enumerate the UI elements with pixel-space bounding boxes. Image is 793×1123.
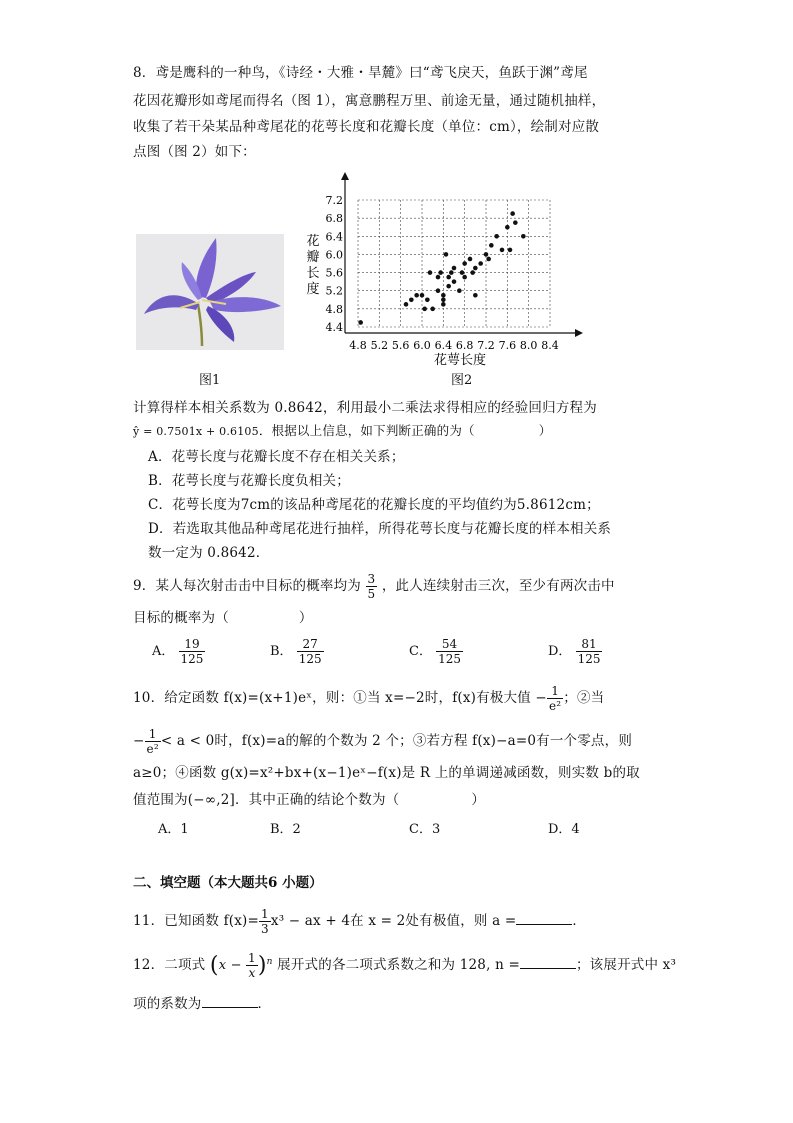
regression-equation: ŷ = 0.7501x + 0.6105 — [133, 425, 259, 438]
y-tick-label: 6.0 — [325, 248, 343, 262]
iris-flower-image — [136, 234, 284, 350]
q9-line-1 — [133, 572, 615, 601]
data-point — [414, 293, 419, 298]
data-point — [521, 234, 526, 239]
y-tick-label: 5.2 — [325, 284, 343, 298]
q11-fraction: $\frac{1}{3}$ — [261, 907, 269, 936]
section-heading: 二、填空题（本大题共6 小题） — [133, 875, 323, 891]
q10-line-4: 值范围为(−∞,2]．其中正确的结论个数为（ ） — [133, 792, 486, 808]
q8-question-end: ） — [538, 423, 552, 438]
q8-option-c: C．花萼长度为7cm的该品种鸢尾花的花瓣长度的平均值约为5.8612cm； — [148, 497, 600, 513]
q9-probability-fraction: $\frac{3}{5}$ — [367, 572, 376, 601]
data-point — [446, 275, 451, 280]
q8-line-2: 花因花瓣形如鸢尾而得名（图 1），寓意鹏程万里、前途无量，通过随机抽样， — [133, 93, 606, 109]
data-point — [420, 293, 425, 298]
x-axis-label: 花萼长度 — [433, 353, 487, 368]
data-points — [358, 211, 525, 324]
q10-option-b: B．2 — [270, 822, 301, 837]
data-point — [446, 284, 451, 289]
y-tick-label: 4.8 — [325, 302, 343, 316]
data-point — [486, 257, 491, 262]
y-tick-label: 6.4 — [325, 230, 343, 244]
q10-fraction-2: $\frac{1}{\text{e²}}$ — [146, 727, 159, 756]
data-point — [438, 270, 443, 275]
q10-line-2: − $\frac{1}{\text{e²}}$ < a < 0时，f(x)=a的解的个数为 2 个；③若方程 f(x)−a=0有一个零点，则 — [133, 727, 633, 756]
x-tick-label: 4.8 — [349, 339, 367, 352]
q9-text-continued: ，此人连续射击三次，至少有两次击中 — [381, 578, 615, 594]
data-point — [462, 275, 467, 280]
y-tick-label: 6.8 — [325, 212, 343, 226]
q8-line-3: 收集了若干朵某品种鸢尾花的花萼长度和花瓣长度（单位：cm），绘制对应散 — [133, 119, 600, 135]
q8-line-4: 点图（图 2）如下： — [133, 144, 256, 160]
data-point — [505, 225, 510, 230]
x-tick-label: 7.6 — [498, 339, 517, 352]
q12-line-2: 项的系数为 ． — [133, 993, 271, 1015]
data-point — [444, 252, 449, 257]
data-point — [508, 248, 513, 253]
data-point — [436, 288, 441, 293]
y-axis-label — [306, 234, 319, 297]
data-point — [468, 257, 473, 262]
data-point — [436, 275, 441, 280]
x-tick-label: 7.2 — [477, 339, 495, 352]
q8-option-a: A．花萼长度与花瓣长度不存在相关关系； — [148, 449, 405, 465]
data-point — [494, 234, 499, 239]
data-point — [404, 302, 409, 307]
y-tick-label: 5.6 — [325, 266, 343, 280]
x-tick-label: 8.4 — [541, 339, 559, 352]
q9-option-b: B． $\frac{27}{125}$ — [270, 637, 322, 666]
q12-answer-blank-coef — [202, 993, 258, 1008]
y-axis-label-char: 长 — [306, 266, 320, 281]
data-point — [473, 293, 478, 298]
data-point — [470, 270, 475, 275]
data-point — [441, 302, 446, 307]
data-point — [462, 261, 467, 266]
data-point — [452, 266, 457, 271]
x-tick-label: 5.6 — [391, 339, 410, 352]
y-axis-label-char: 瓣 — [306, 250, 320, 265]
x-tick-label: 5.2 — [370, 339, 389, 352]
q8-question: ．根据以上信息，如下判断正确的为（ — [258, 423, 475, 438]
data-point — [441, 297, 446, 302]
y-tick-labels — [326, 194, 344, 334]
y-tick-label: 4.4 — [325, 321, 343, 334]
data-point — [457, 288, 462, 293]
data-point — [425, 297, 430, 302]
q10-line-1: 10．给定函数 f(x)=(x+1)eˣ，则：①当 x=−2时，f(x)有极大值 − $\frac{1}{\text{e²}}$ ；②当 — [133, 684, 605, 713]
q9-text: 9．某人每次射击击中目标的概率均为 — [133, 578, 361, 594]
scatter-plot — [300, 170, 590, 370]
q10-fraction-1: $\frac{1}{\text{e²}}$ — [548, 684, 562, 713]
q8-option-b: B．花萼长度与花瓣长度负相关； — [148, 473, 350, 489]
q9-line-2: 目标的概率为（ ） — [133, 610, 313, 626]
binomial-expression: (x − $\frac{1}{x}$ )$^n$ — [209, 951, 273, 981]
data-point — [478, 261, 483, 266]
q8-option-d-line-2: 数一定为 0.8642． — [148, 545, 270, 561]
data-point — [484, 252, 489, 257]
q10-line-3: a≥0；④函数 g(x)=x²+bx+(x−1)eˣ−f(x)是 R 上的单调递减函数，则实数 b的取 — [133, 765, 640, 781]
data-point — [513, 220, 518, 225]
y-axis-label-char: 度 — [306, 282, 320, 297]
q12-line-1: 12．二项式 (x − $\frac{1}{x}$ )$^n$ 展开式的各二项式系数之和为 128, n = ；该展开式中 x³ — [133, 951, 677, 981]
y-axis-label-char: 花 — [306, 234, 320, 249]
data-point — [422, 307, 427, 312]
x-tick-labels — [349, 339, 559, 352]
data-point — [510, 211, 515, 216]
x-tick-label: 6.8 — [455, 339, 474, 352]
x-tick-label: 6.4 — [434, 339, 453, 352]
q9-option-d: D． $\frac{81}{125}$ — [548, 637, 601, 666]
data-point — [430, 307, 435, 312]
q9-option-a: A． $\frac{19}{125}$ — [152, 637, 204, 666]
data-point — [460, 270, 465, 275]
data-point — [452, 279, 457, 284]
q8-option-d-line-1: D．若选取其他品种鸢尾花进行抽样，所得花萼长度与花瓣长度的样本相关系 — [148, 521, 612, 537]
q11-line: 11．已知函数 f(x)= $\frac{1}{3}$ x³ − ax + 4在 x = 2处有极值，则 a = ． — [133, 907, 587, 936]
q9-option-c: C． $\frac{54}{125}$ — [409, 637, 461, 666]
figure-1-caption: 图1 — [199, 373, 221, 388]
data-point — [473, 266, 478, 271]
y-tick-label: 7.2 — [325, 194, 343, 207]
data-point — [358, 320, 363, 325]
q10-option-a: A．1 — [158, 822, 189, 837]
q12-answer-blank-n — [520, 954, 576, 969]
q10-option-c: C．3 — [409, 822, 441, 837]
data-point — [489, 243, 494, 248]
q10-option-d: D．4 — [548, 822, 580, 837]
data-point — [449, 270, 454, 275]
data-point — [409, 297, 414, 302]
q11-answer-blank — [516, 910, 572, 925]
q8-line-1: 8．鸢是鹰科的一种鸟，《诗经・大雅・旱麓》曰“鸢飞戾天，鱼跃于渊”鸢尾 — [133, 65, 588, 81]
data-point — [428, 270, 433, 275]
chart-grid — [358, 200, 550, 327]
x-tick-label: 8.0 — [519, 339, 538, 352]
data-point — [441, 293, 446, 298]
x-tick-label: 6.0 — [413, 339, 431, 352]
figure-2-caption: 图2 — [451, 373, 473, 388]
q8-text-after-figure: 计算得样本相关系数为 0.8642，利用最小二乘法求得相应的经验回归方程为 — [133, 400, 597, 416]
data-point — [500, 248, 505, 253]
